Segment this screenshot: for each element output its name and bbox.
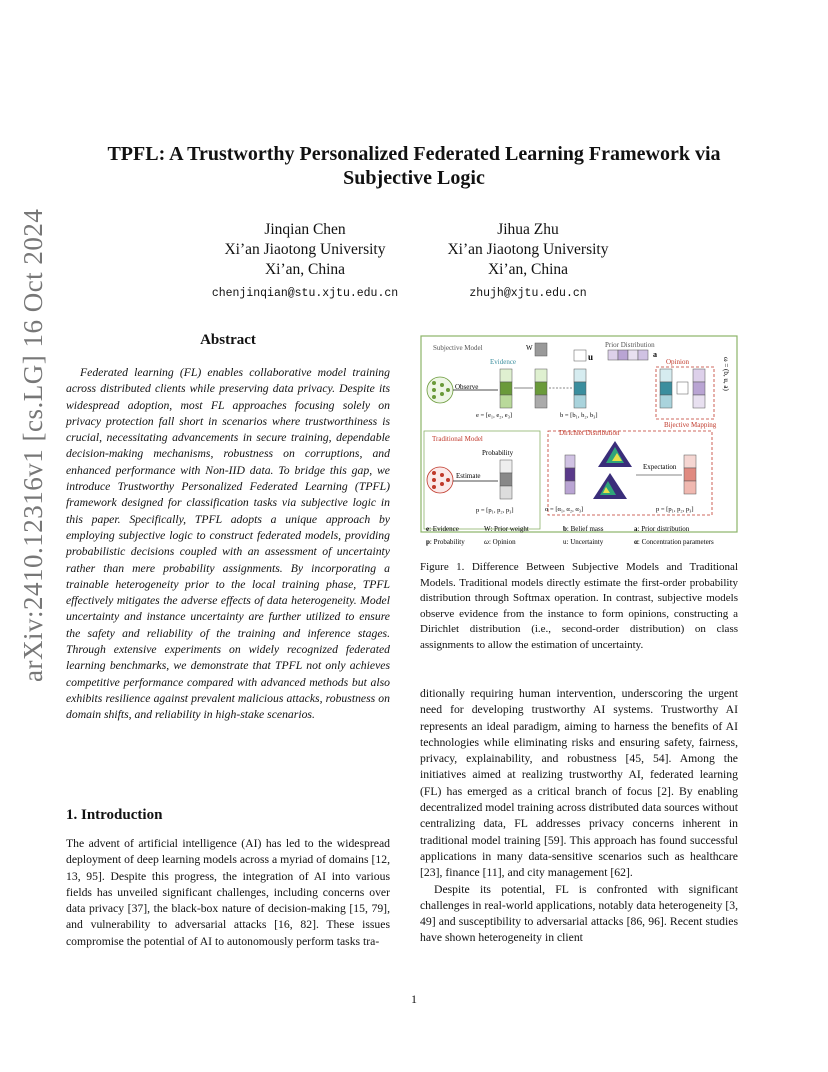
svg-text:p: Probability: p: Probability <box>426 538 465 546</box>
subjective-model-label: Subjective Model <box>433 344 483 352</box>
prior-distribution-row <box>608 350 648 360</box>
p-vector: p = [p₁, p₂, p₃] <box>476 507 514 514</box>
b-vector: b = [b₁, b₂, b₃] <box>560 412 598 419</box>
traditional-model-label: Traditional Model <box>432 435 483 443</box>
alpha-vector <box>565 455 575 494</box>
title-line-2: Subjective Logic <box>343 167 485 189</box>
arxiv-side-label: arXiv:2410.12316v1 [cs.LG] 16 Oct 2024 <box>18 208 48 682</box>
abstract-heading: Abstract <box>200 332 256 348</box>
figure-caption: Figure 1. Difference Between Subjective Models and Traditional Models. Traditional models directly estimate the first-order probability distribution through Softmax operation. In contrast, subjective models observe evidence from the instance to form opinions, constructing a Dirichlet distribution (i.e., second-order distribution) on class assignments to allow the estimation of uncertainty. <box>420 561 738 651</box>
belief-vector <box>574 369 586 408</box>
author-block-1 <box>210 220 400 304</box>
opinion-label: Opinion <box>666 358 689 366</box>
svg-text:u: Uncertainty: u: Uncertainty <box>563 538 604 546</box>
alpha-equation: α = [α₁, α₂, α₃] <box>545 506 584 513</box>
figure-1 <box>420 335 738 553</box>
right-paragraph-2: Despite its potential, FL is confronted with significant challenges in real-world applications, notably data heterogeneity [3, 49] and susceptibility to adversarial attacks [86, 96]. Recent studies have shown heterogeneity in client <box>420 882 738 945</box>
probability-vector <box>500 460 512 499</box>
evidence-label: Evidence <box>490 358 517 366</box>
uncertainty-box <box>574 350 586 361</box>
page-number: 1 <box>411 992 417 1006</box>
p-vector-2: p = [p₁, p₂, p₃] <box>656 506 694 513</box>
svg-text:α: Concentration parameters: α: Concentration parameters <box>634 538 714 546</box>
svg-text:ω: Opinion: ω: Opinion <box>484 538 516 546</box>
author-block-2 <box>430 220 626 304</box>
intro-column <box>66 836 390 950</box>
intro-paragraph: The advent of artificial intelligence (AI) has led to the widespread deployment of deep learning models across a myriad of domains [12, 13, 95]. Despite this progress, the integration of AI into various fields has unveiled significant challenges, including concerns over data privacy [37], the black-box nature of decision-making [15, 79], and vulnerability to adversarial attacks [16, 82]. These issues compromise the potential of AI to autonomously perform tasks tra- <box>66 837 390 948</box>
prior-distribution-label: Prior Distribution <box>605 341 655 349</box>
svg-text:b: Belief mass: b: Belief mass <box>563 525 604 533</box>
right-paragraph-1: ditionally requiring human intervention, underscoring the urgent need for developing trustworthy AI systems. Trustworthy AI represents an ideal paradigm, aiming to harness the benefits of AI technologies while eliminating risks and ensuring safety, fairness, privacy, explainability, and robustness [45, 54]. Among the initiatives aimed at realizing trustworthy AI, federated learning (FL) has emerged as a critical branch of focus [2]. By enabling decentralized model training across distributed data sources without centralizing data, FL addresses privacy concerns inherent in traditional model training [59]. This approach has found successful applications in many data-sensitive scenarios such as healthcare [23], finance [11], and city management [62]. <box>420 687 738 880</box>
network-icon-subjective <box>427 377 453 403</box>
author-location: Xi’an, China <box>264 261 346 278</box>
author-affiliation: Xi’an Jiaotong University <box>447 241 609 258</box>
estimate-label: Estimate <box>456 472 481 480</box>
author-email[interactable]: zhujh@xjtu.edu.cn <box>469 287 587 300</box>
abstract-text: Federated learning (FL) enables collaborative model training across distributed clients while preserving data privacy. Despite its widespread adoption, most FL approaches focusing solely on privacy protection fall short in scenarios where trustworthiness is crucial, necessitating advancements in secure training, dependable decision-making mechanisms, robustness on corruptions, and enhanced performance with Non-IID data. To bridge this gap, we introduce Trustworthy Personalized Federated Learning (TPFL) framework designed for classification tasks via subjective logic in this paper. Specifically, TPFL adopts a unique approach by employing subjective logic to construct federated models, providing probabilistic decisions coupled with an assessment of uncertainty rather than mere probability assignments. By incorporating a trainable heterogeneity prior to the local training phase, TPFL effectively mitigates the adverse effects of data heterogeneity. Model uncertainty and instance uncertainty are further utilized to ensure the safety and reliability of the training and inference stages. Through extensive experiments on widely recognized federated learning benchmarks, we demonstrate that TPFL not only achieves competitive performance compared with advanced methods but also exhibits resilience against prevalent malicious attacks, robustness on domain shifts, and reliability in high-stake scenarios. <box>66 366 390 722</box>
e-vector: e = [e₁, e₂, e₃] <box>476 412 513 419</box>
svg-text:W: Prior weight: W: Prior weight <box>484 525 529 533</box>
author-email[interactable]: chenjinqian@stu.xjtu.edu.cn <box>211 287 399 300</box>
prior-weight-box <box>535 343 547 356</box>
probability-label: Probability <box>482 449 514 457</box>
svg-text:a: Prior distribution: a: Prior distribution <box>634 525 690 533</box>
observe-label: Observe <box>455 383 479 391</box>
dirichlet-label: Dirichlet Distribution <box>559 429 620 437</box>
svg-text:e: Evidence: e: Evidence <box>426 525 459 533</box>
author-location: Xi’an, China <box>487 261 569 278</box>
w-label: W <box>526 344 533 352</box>
author-name: Jinqian Chen <box>264 221 346 238</box>
expected-probability-vector <box>684 455 696 494</box>
omega-equation: ω = (b, u, a) <box>722 357 730 391</box>
figure-legend <box>426 525 714 546</box>
network-icon-traditional <box>427 467 453 493</box>
paper-title <box>80 142 748 190</box>
author-affiliation: Xi’an Jiaotong University <box>224 241 386 258</box>
title-line-1: TPFL: A Trustworthy Personalized Federated Learning Framework via <box>107 143 721 165</box>
a-label: a <box>653 350 657 359</box>
intro-heading: 1. Introduction <box>66 807 163 823</box>
bijective-mapping-label: Bijective Mapping <box>664 421 717 429</box>
expectation-label: Expectation <box>643 463 677 471</box>
evidence-vector <box>500 369 512 408</box>
u-label: u <box>588 352 594 362</box>
right-column <box>420 686 738 947</box>
author-name: Jihua Zhu <box>497 221 559 238</box>
